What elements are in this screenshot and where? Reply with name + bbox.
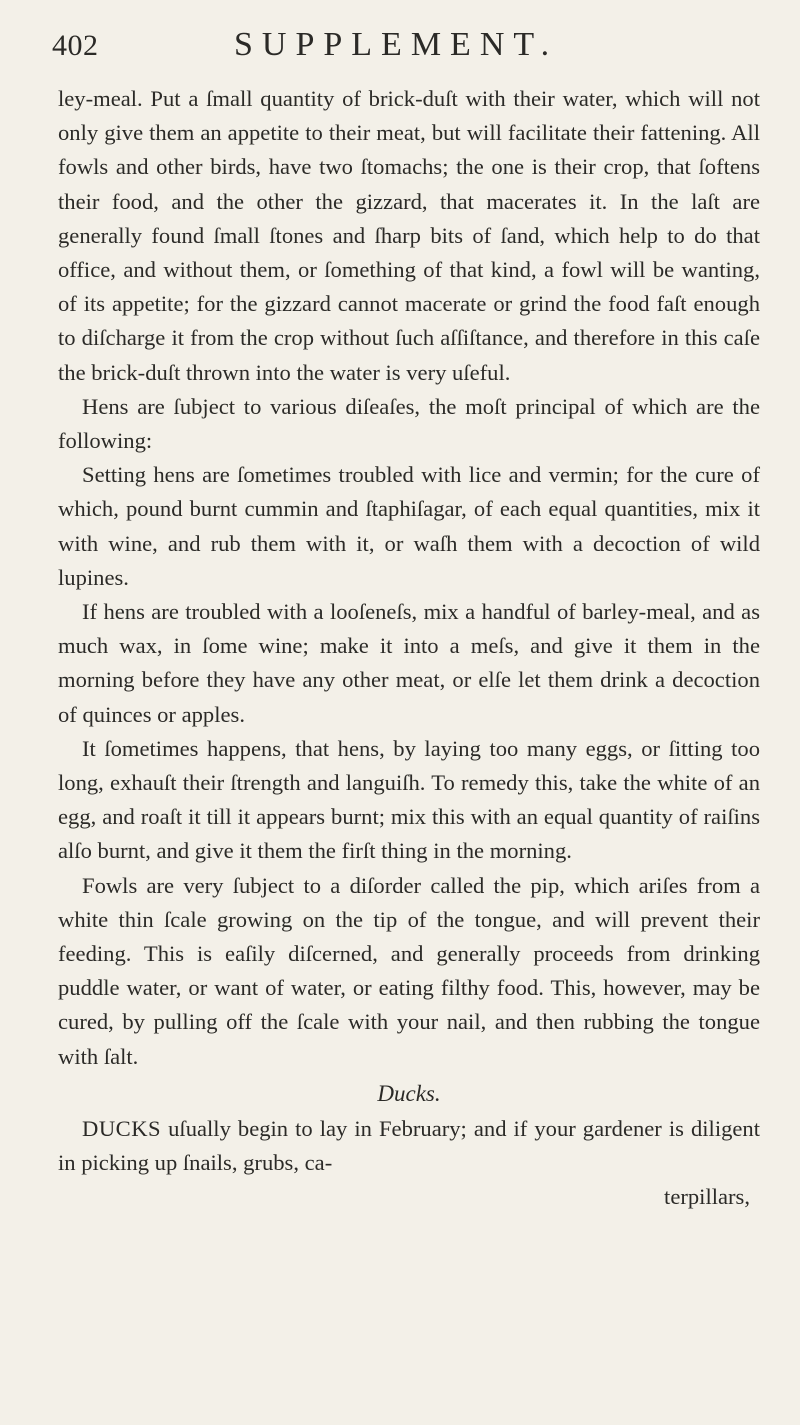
paragraph-exhaustion: It ſometimes happens, that hens, by laying too many eggs, or ſitting too long, exhauſt their ſtrength and languiſh. To remedy this, take the white of an egg, and roaſt it till it appears burnt; mix this with an equal quantity of raiſins alſo burnt, and give it them the firſt thing in the morning. bbox=[58, 735, 760, 864]
catchword: terpillars, bbox=[664, 1184, 750, 1210]
paragraph-hens-diseases: Hens are ſubject to various diſeaſes, the moſt principal of which are the following: bbox=[58, 393, 760, 454]
paragraph-looseness: If hens are troubled with a looſeneſs, mix a handful of barley-meal, and as much wax, in ſome wine; make it into a meſs, and give it them in the morning before they have any other meat, or elſe let them drink a decoction of quinces or apples. bbox=[58, 599, 760, 727]
paragraph-pip: Fowls are very ſubject to a diſorder called the pip, which ariſes from a white thin ſcale growing on the tip of the tongue, and will prevent their feeding. This is eaſily diſcerned, and generally proceeds from drinking puddle water, or want of water, or eating filthy food. This, however, may be cured, by pulling off the ſcale with your nail, and then rubbing the tongue with ſalt. bbox=[58, 872, 760, 1069]
paragraph-ducks-text: uſually begin to lay in February; and if your gardener is diligent in picking up ſnails, grubs, ca- bbox=[58, 1115, 760, 1176]
paragraph-ducks bbox=[58, 1112, 760, 1180]
running-title: SUPPLEMENT. bbox=[234, 26, 559, 63]
paragraph-lice: Setting hens are ſometimes troubled with lice and vermin; for the cure of which, pound burnt cummin and ſtaphiſagar, of each equal quantities, mix it with wine, and rub them with it, or waſh them with a decoction of wild lupines. bbox=[58, 462, 760, 590]
paragraph-continuation: ley-meal. Put a ſmall quantity of brick-duſt with their water, which will not only give them an appetite to their meat, but will facilitate their fattening. All fowls and other birds, have two ſtomachs; the one is their crop, that ſoftens their food, and the other the gizzard, that macerates it. In the laſt are generally found ſmall ſtones and ſharp bits of ſand, which help to do that office, and without them, or ſomething of that kind, a fowl will be wanting, of its appetite; for the gizzard cannot macerate or grind the food faſt enough to diſcharge it from the crop without ſuch aſſiſtance, and therefore in this caſe the brick-duſt thrown into the water is very uſeful. bbox=[58, 86, 760, 385]
body-text bbox=[58, 82, 760, 1215]
lead-word: DUCKS bbox=[82, 1115, 162, 1141]
page-number: 402 bbox=[52, 29, 99, 62]
running-head bbox=[52, 26, 760, 80]
section-heading: Ducks. bbox=[377, 1080, 441, 1106]
